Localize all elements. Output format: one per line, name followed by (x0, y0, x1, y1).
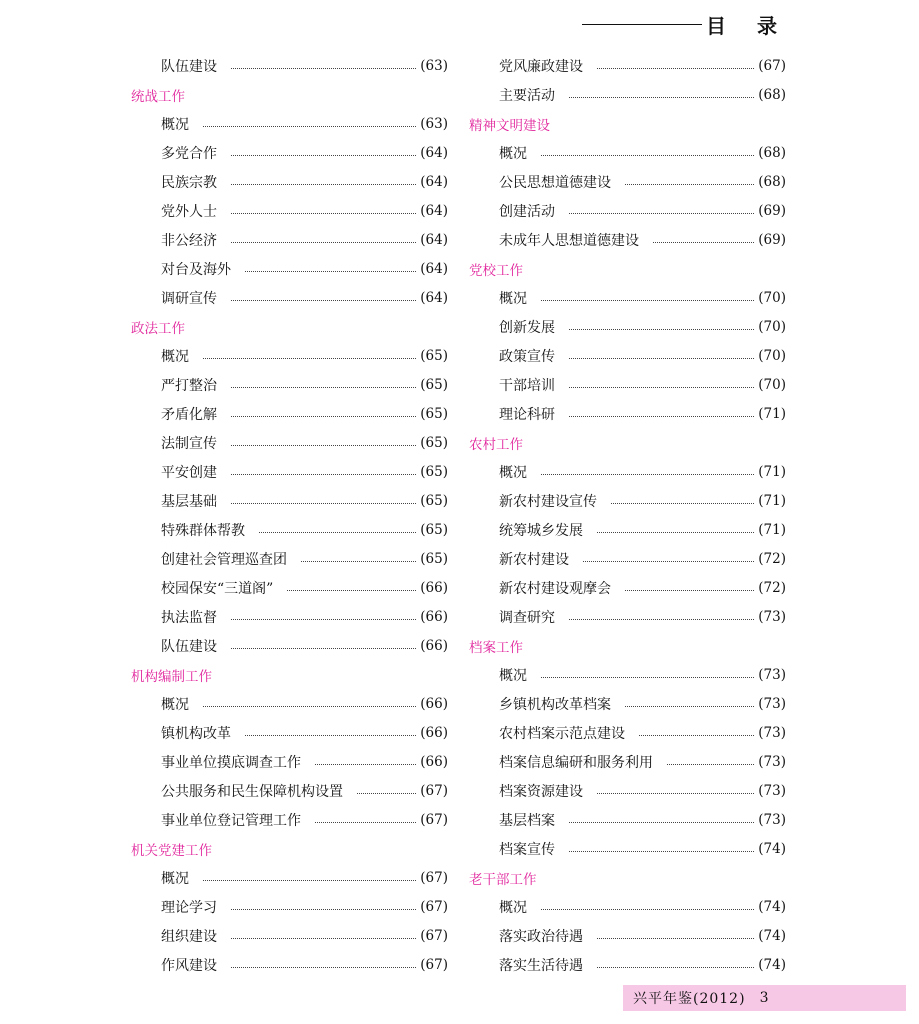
entry-page-number: (64) (420, 231, 448, 248)
dot-leader (541, 909, 754, 910)
entry-page-number: (67) (420, 869, 448, 886)
dot-leader (315, 822, 416, 823)
entry-title: 事业单位登记管理工作 (161, 812, 301, 829)
dot-leader (203, 706, 416, 707)
entry-page-number: (67) (420, 811, 448, 828)
dot-leader (625, 706, 754, 707)
dot-leader (541, 155, 754, 156)
dot-leader (569, 822, 754, 823)
toc-section-heading (469, 863, 786, 892)
toc-entry[interactable] (131, 51, 448, 80)
entry-title: 档案信息编研和服务利用 (499, 754, 653, 771)
dot-leader (301, 561, 416, 562)
toc-entry[interactable] (131, 573, 448, 602)
toc-entry[interactable] (469, 80, 786, 109)
entry-title: 法制宣传 (161, 435, 217, 452)
entry-title: 新农村建设观摩会 (499, 580, 611, 597)
entry-title: 调研宣传 (161, 290, 217, 307)
entry-title: 矛盾化解 (161, 406, 217, 423)
toc-entry[interactable] (469, 196, 786, 225)
entry-page-number: (68) (758, 144, 786, 161)
toc-entry[interactable] (131, 283, 448, 312)
entry-title: 创建社会管理巡查团 (161, 551, 287, 568)
toc-entry[interactable] (131, 747, 448, 776)
toc-entry[interactable] (469, 747, 786, 776)
toc-entry[interactable] (469, 283, 786, 312)
toc-column-right (469, 51, 786, 979)
dot-leader (611, 503, 754, 504)
entry-title: 党风廉政建设 (499, 58, 583, 75)
dot-leader (625, 590, 754, 591)
entry-title: 镇机构改革 (161, 725, 231, 742)
entry-title: 特殊群体帮教 (161, 522, 245, 539)
entry-title: 基层基础 (161, 493, 217, 510)
dot-leader (667, 764, 754, 765)
toc-entry[interactable] (469, 776, 786, 805)
toc-entry[interactable] (131, 486, 448, 515)
dot-leader (231, 503, 416, 504)
dot-leader (231, 648, 416, 649)
entry-page-number: (74) (758, 927, 786, 944)
dot-leader (569, 416, 754, 417)
dot-leader (625, 184, 754, 185)
dot-leader (541, 300, 754, 301)
page-title: 目 录 (706, 14, 789, 38)
entry-page-number: (70) (758, 347, 786, 364)
footer-label: 兴平年鉴(2012) (633, 991, 746, 1007)
toc-entry[interactable] (469, 950, 786, 979)
toc-section-heading (131, 80, 448, 109)
dot-leader (245, 735, 416, 736)
dot-leader (597, 532, 754, 533)
entry-title: 主要活动 (499, 87, 555, 104)
dot-leader (231, 68, 416, 69)
entry-page-number: (67) (420, 782, 448, 799)
entry-title: 概况 (161, 348, 189, 365)
toc-entry[interactable] (131, 718, 448, 747)
entry-page-number: (73) (758, 608, 786, 625)
entry-page-number: (73) (758, 666, 786, 683)
dot-leader (653, 242, 754, 243)
dot-leader (569, 358, 754, 359)
dot-leader (231, 909, 416, 910)
entry-page-number: (68) (758, 86, 786, 103)
entry-page-number: (73) (758, 782, 786, 799)
toc-section-heading (469, 109, 786, 138)
entry-title: 未成年人思想道德建设 (499, 232, 639, 249)
entry-title: 调查研究 (499, 609, 555, 626)
entry-page-number: (73) (758, 695, 786, 712)
dot-leader (569, 851, 754, 852)
page-footer (623, 985, 906, 1011)
toc-entry[interactable] (131, 196, 448, 225)
entry-page-number: (70) (758, 289, 786, 306)
entry-title: 落实生活待遇 (499, 957, 583, 974)
toc-entry[interactable] (469, 51, 786, 80)
entry-page-number: (72) (758, 550, 786, 567)
section-title: 机构编制工作 (131, 668, 212, 685)
toc-entry[interactable] (469, 167, 786, 196)
entry-page-number: (65) (420, 492, 448, 509)
toc-entry[interactable] (469, 399, 786, 428)
toc-entry[interactable] (469, 370, 786, 399)
toc-entry[interactable] (469, 225, 786, 254)
entry-title: 理论学习 (161, 899, 217, 916)
toc-entry[interactable] (131, 167, 448, 196)
entry-title: 政策宣传 (499, 348, 555, 365)
toc-entry[interactable] (469, 341, 786, 370)
dot-leader (231, 155, 416, 156)
entry-page-number: (64) (420, 202, 448, 219)
section-title: 党校工作 (469, 262, 523, 279)
entry-title: 事业单位摸底调查工作 (161, 754, 301, 771)
entry-page-number: (64) (420, 260, 448, 277)
entry-title: 平安创建 (161, 464, 217, 481)
dot-leader (231, 242, 416, 243)
entry-page-number: (66) (420, 608, 448, 625)
toc-section-heading (469, 631, 786, 660)
footer-page-number: 3 (759, 990, 770, 1006)
toc-entry[interactable] (469, 892, 786, 921)
entry-title: 党外人士 (161, 203, 217, 220)
entry-title: 概况 (499, 667, 527, 684)
entry-page-number: (65) (420, 347, 448, 364)
toc-column-left (131, 51, 448, 979)
toc-entry[interactable] (131, 254, 448, 283)
entry-title: 执法监督 (161, 609, 217, 626)
section-title: 机关党建工作 (131, 842, 212, 859)
toc-section-heading (469, 254, 786, 283)
entry-page-number: (70) (758, 376, 786, 393)
entry-title: 档案资源建设 (499, 783, 583, 800)
toc-entry[interactable] (131, 805, 448, 834)
toc-entry[interactable] (131, 602, 448, 631)
toc-entry[interactable] (469, 689, 786, 718)
entry-title: 作风建设 (161, 957, 217, 974)
entry-title: 概况 (161, 870, 189, 887)
entry-page-number: (73) (758, 753, 786, 770)
dot-leader (259, 532, 416, 533)
entry-page-number: (66) (420, 695, 448, 712)
entry-title: 创新发展 (499, 319, 555, 336)
entry-title: 农村档案示范点建设 (499, 725, 625, 742)
toc-entry[interactable] (131, 544, 448, 573)
entry-page-number: (66) (420, 579, 448, 596)
toc-entry[interactable] (131, 863, 448, 892)
toc-entry[interactable] (131, 370, 448, 399)
entry-page-number: (63) (420, 57, 448, 74)
entry-page-number: (68) (758, 173, 786, 190)
dot-leader (597, 793, 754, 794)
dot-leader (583, 561, 754, 562)
toc-entry[interactable] (131, 950, 448, 979)
page-header (582, 10, 789, 39)
entry-page-number: (66) (420, 724, 448, 741)
toc-section-heading (131, 660, 448, 689)
toc-entry[interactable] (131, 457, 448, 486)
entry-title: 概况 (499, 899, 527, 916)
toc-entry[interactable] (131, 776, 448, 805)
entry-page-number: (72) (758, 579, 786, 596)
toc-entry[interactable] (469, 457, 786, 486)
section-title: 统战工作 (131, 88, 185, 105)
dot-leader (569, 619, 754, 620)
dot-leader (357, 793, 416, 794)
dot-leader (569, 213, 754, 214)
dot-leader (231, 967, 416, 968)
toc-entry[interactable] (469, 660, 786, 689)
entry-title: 创建活动 (499, 203, 555, 220)
dot-leader (203, 880, 416, 881)
entry-page-number: (73) (758, 724, 786, 741)
entry-title: 基层档案 (499, 812, 555, 829)
section-title: 精神文明建设 (469, 117, 550, 134)
entry-page-number: (71) (758, 492, 786, 509)
entry-page-number: (73) (758, 811, 786, 828)
entry-title: 校园保安“三道阁” (161, 580, 274, 597)
toc-entry[interactable] (469, 312, 786, 341)
entry-page-number: (69) (758, 202, 786, 219)
toc-entry[interactable] (131, 515, 448, 544)
entry-title: 对台及海外 (161, 261, 231, 278)
dot-leader (231, 619, 416, 620)
toc-entry[interactable] (131, 109, 448, 138)
entry-title: 统筹城乡发展 (499, 522, 583, 539)
toc-entry[interactable] (469, 921, 786, 950)
dot-leader (231, 474, 416, 475)
toc-entry[interactable] (131, 341, 448, 370)
entry-title: 概况 (499, 145, 527, 162)
entry-title: 新农村建设宣传 (499, 493, 597, 510)
entry-page-number: (67) (420, 956, 448, 973)
dot-leader (569, 387, 754, 388)
entry-page-number: (74) (758, 956, 786, 973)
toc-entry[interactable] (469, 834, 786, 863)
entry-title: 干部培训 (499, 377, 555, 394)
dot-leader (231, 213, 416, 214)
toc-entry[interactable] (469, 602, 786, 631)
entry-page-number: (65) (420, 463, 448, 480)
toc-entry[interactable] (131, 399, 448, 428)
entry-page-number: (65) (420, 434, 448, 451)
entry-page-number: (66) (420, 637, 448, 654)
entry-page-number: (67) (420, 927, 448, 944)
toc-section-heading (131, 312, 448, 341)
entry-page-number: (64) (420, 144, 448, 161)
entry-page-number: (71) (758, 521, 786, 538)
entry-page-number: (70) (758, 318, 786, 335)
dot-leader (231, 387, 416, 388)
entry-title: 概况 (161, 696, 189, 713)
entry-title: 概况 (499, 464, 527, 481)
entry-page-number: (66) (420, 753, 448, 770)
entry-title: 理论科研 (499, 406, 555, 423)
dot-leader (203, 126, 416, 127)
entry-title: 多党合作 (161, 145, 217, 162)
entry-page-number: (65) (420, 376, 448, 393)
entry-title: 公共服务和民生保障机构设置 (161, 783, 343, 800)
entry-page-number: (64) (420, 289, 448, 306)
toc-entry[interactable] (131, 892, 448, 921)
toc-entry[interactable] (469, 138, 786, 167)
dot-leader (315, 764, 416, 765)
entry-page-number: (65) (420, 521, 448, 538)
entry-title: 新农村建设 (499, 551, 569, 568)
toc-entry[interactable] (131, 428, 448, 457)
dot-leader (597, 68, 754, 69)
entry-title: 乡镇机构改革档案 (499, 696, 611, 713)
dot-leader (569, 97, 754, 98)
entry-page-number: (67) (420, 898, 448, 915)
toc-section-heading (131, 834, 448, 863)
entry-title: 严打整治 (161, 377, 217, 394)
entry-page-number: (74) (758, 840, 786, 857)
entry-page-number: (69) (758, 231, 786, 248)
entry-page-number: (65) (420, 550, 448, 567)
entry-page-number: (74) (758, 898, 786, 915)
entry-page-number: (63) (420, 115, 448, 132)
section-title: 档案工作 (469, 639, 523, 656)
toc-entry[interactable] (131, 631, 448, 660)
toc-entry[interactable] (469, 718, 786, 747)
toc-entry[interactable] (469, 544, 786, 573)
dot-leader (245, 271, 416, 272)
dot-leader (541, 677, 754, 678)
entry-title: 概况 (161, 116, 189, 133)
toc-entry[interactable] (469, 805, 786, 834)
entry-title: 民族宗教 (161, 174, 217, 191)
dot-leader (231, 938, 416, 939)
toc-entry[interactable] (131, 225, 448, 254)
dot-leader (231, 445, 416, 446)
entry-title: 公民思想道德建设 (499, 174, 611, 191)
toc-entry[interactable] (469, 486, 786, 515)
dot-leader (541, 474, 754, 475)
entry-title: 概况 (499, 290, 527, 307)
dot-leader (287, 590, 416, 591)
toc-entry[interactable] (131, 689, 448, 718)
dot-leader (231, 416, 416, 417)
entry-page-number: (71) (758, 405, 786, 422)
toc-entry[interactable] (469, 573, 786, 602)
entry-title: 组织建设 (161, 928, 217, 945)
section-title: 老干部工作 (469, 871, 537, 888)
dot-leader (597, 967, 754, 968)
toc-entry[interactable] (469, 515, 786, 544)
entry-page-number: (71) (758, 463, 786, 480)
entry-title: 档案宣传 (499, 841, 555, 858)
entry-title: 队伍建设 (161, 58, 217, 75)
entry-title: 非公经济 (161, 232, 217, 249)
dot-leader (231, 300, 416, 301)
dot-leader (597, 938, 754, 939)
dot-leader (231, 184, 416, 185)
entry-page-number: (67) (758, 57, 786, 74)
entry-page-number: (64) (420, 173, 448, 190)
toc-entry[interactable] (131, 138, 448, 167)
dot-leader (639, 735, 754, 736)
header-rule (582, 24, 702, 25)
entry-title: 队伍建设 (161, 638, 217, 655)
entry-title: 落实政治待遇 (499, 928, 583, 945)
section-title: 政法工作 (131, 320, 185, 337)
section-title: 农村工作 (469, 436, 523, 453)
dot-leader (203, 358, 416, 359)
entry-page-number: (65) (420, 405, 448, 422)
toc-entry[interactable] (131, 921, 448, 950)
toc-section-heading (469, 428, 786, 457)
dot-leader (569, 329, 754, 330)
